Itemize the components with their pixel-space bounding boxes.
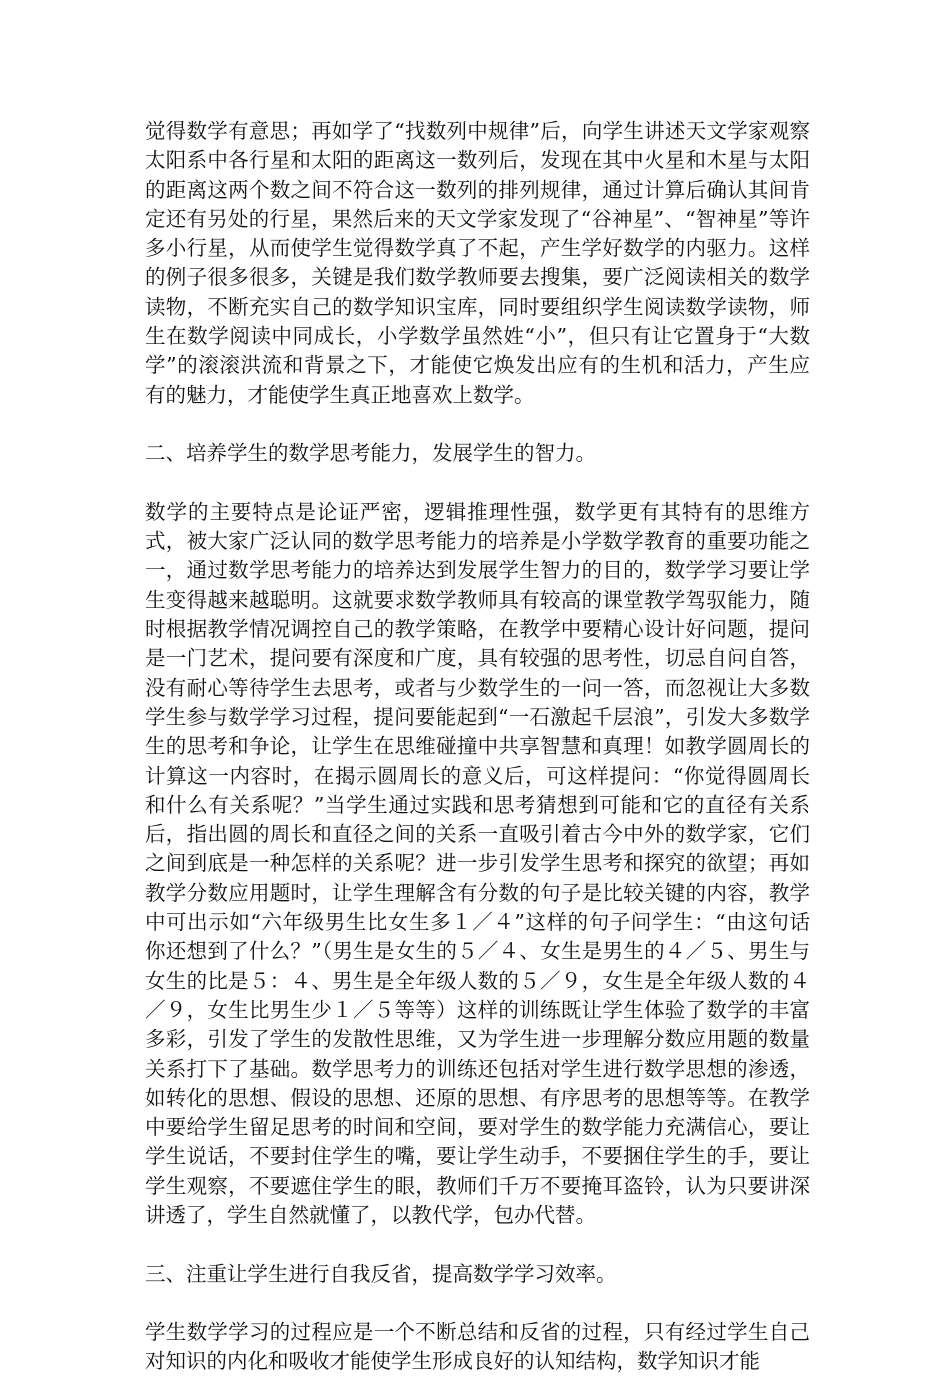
paragraph-gap: [145, 1289, 810, 1318]
paragraph-gap: [145, 410, 810, 439]
body-paragraph-section-2: 数学的主要特点是论证严密，逻辑推理性强，数学更有其特有的思维方式，被大家广泛认同的数学思考能力的培养是小学数学教育的重要功能之一，通过数学思考能力的培养达到发展学生智力的目的，数学学习要让学生变得越来越聪明。这就要求数学教师具有较高的课堂教学驾驭能力，随时根据教学情况调控自己的教学策略，在教学中要精心设计好问题，提问是一门艺术，提问要有深度和广度，具有较强的思考性，切忌自问自答，没有耐心等待学生去思考，或者与少数学生的一问一答，而忽视让大多数学生参与数学学习过程，提问要能起到“一石激起千层浪”，引发大多数学生的思考和争论，让学生在思维碰撞中共享智慧和真理！如教学圆周长的计算这一内容时，在揭示圆周长的意义后，可这样提问：“你觉得圆周长和什么有关系呢？”当学生通过实践和思考猜想到可能和它的直径有关系后，指出圆的周长和直径之间的关系一直吸引着古今中外的数学家，它们之间到底是一种怎样的关系呢？进一步引发学生思考和探究的欲望；再如教学分数应用题时，让学生理解含有分数的句子是比较关键的内容，教学中可出示如“六年级男生比女生多１／４”这样的句子问学生：“由这句话你还想到了什么？”（男生是女生的５／４、女生是男生的４／５、男生与女生的比是５：４、男生是全年级人数的５／９，女生是全年级人数的４／９，女生比男生少１／５等等）这样的训练既让学生体验了数学的丰富多彩，引发了学生的发散性思维，又为学生进一步理解分数应用题的数量关系打下了基础。数学思考力的训练还包括对学生进行数学思想的渗透，如转化的思想、假设的思想、还原的思想、有序思考的思想等等。在教学中要给学生留足思考的时间和空间，要对学生的数学能力充满信心，要让学生说话，不要封住学生的嘴，要让学生动手，不要捆住学生的手，要让学生观察，不要遮住学生的眼，教师们千万不要掩耳盗铃，认为只要讲深讲透了，学生自然就懂了，以教代学，包办代替。: [145, 499, 810, 1227]
body-paragraph-section-3: 学生数学学习的过程应是一个不断总结和反省的过程，只有经过学生自己对知识的内化和吸收才能使学生形成良好的认知结构，数学知识才能: [145, 1320, 810, 1374]
section-heading-3: 三、注重让学生进行自我反省，提高数学学习效率。: [145, 1261, 617, 1286]
body-paragraph-continued: 觉得数学有意思；再如学了“找数列中规律”后，向学生讲述天文学家观察太阳系中各行星和太阳的距离这一数列后，发现在其中火星和木星与太阳的距离这两个数之间不符合这一数列的排列规律，通过计算后确认其间肯定还有另处的行星，果然后来的天文学家发现了“谷神星”、“智神星”等许多小行星，从而使学生觉得数学真了不起，产生学好数学的内驱力。这样的例子很多很多，关键是我们数学教师要去搜集，要广泛阅读相关的数学读物，不断充实自己的数学知识宝库，同时要组织学生阅读数学读物，师生在数学阅读中同成长，小学数学虽然姓“小”，但只有让它置身于“大数学”的滚滚洪流和背景之下，才能使它焕发出应有的生机和活力，产生应有的魅力，才能使学生真正地喜欢上数学。: [145, 119, 810, 407]
section-heading-2: 二、培养学生的数学思考能力，发展学生的智力。: [145, 441, 596, 466]
paragraph-gap: [145, 469, 810, 498]
document-page: [145, 117, 810, 1377]
paragraph-gap: [145, 1230, 810, 1259]
